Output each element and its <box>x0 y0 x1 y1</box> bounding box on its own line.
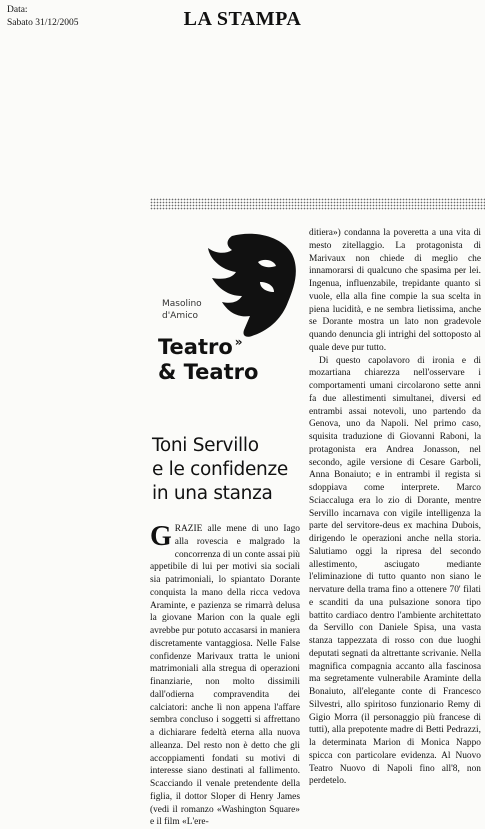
article-right-column <box>309 227 481 788</box>
dotted-divider <box>150 198 485 210</box>
column-rubric <box>158 330 278 385</box>
column-logo <box>150 226 300 432</box>
title-line-1: Toni Servillo <box>152 435 259 456</box>
masthead: LA STAMPA <box>183 8 302 30</box>
article-title <box>152 434 302 506</box>
rubric-line-2: & Teatro <box>158 360 259 384</box>
author-byline <box>162 298 202 322</box>
left-column-text: RAZIE alle mene di uno Iago alla rovescia e malgrado la concorrenza di un conte assai più appetibile di lui per motivi sia sociali sia patrimoniali, lo spiantato Dorante conquista la mano della ricca vedova Araminte, e pazienza se rimarrà delusa la giovane Marion con la quale egli avrebbe pur potuto accasarsi in maniera discretamente vantaggiosa. Nelle False confidenze Marivaux tratta le unioni matrimoniali alla stregua di operazioni finanziarie, non molto dissimili dall'odierna compravendita dei calciatori: anche lì non appena l'affare sembra concluso i soggetti si affrettano a dichiarare fedeltà eterna alla nuova alleanza. Del resto non è detto che gli accoppiamenti fondati su motivi di interesse siano destinati al fallimento. Scacciando il venale pretendente della figlia, il dottor Sloper di Henry James (vedi il romanzo «Washington Square» e il film «L'ere- <box>150 524 300 828</box>
rubric-line-1: Teatro <box>158 335 233 359</box>
data-label: Data: <box>7 5 28 15</box>
title-line-2: e le confidenze <box>152 459 288 480</box>
right-column-paragraph-1: ditiera») condanna la poveretta a una vita di mesto zitellaggio. La protagonista di Marivaux non chiede di meglio che innamorarsi di qualcuno che spasima per lei. Ingenua, influenzabile, trepidante quanto si vuole, ella alla fine compie la sua scelta in piena lucidità, e ne sembra lietissima, anche se Dorante mostra un lato non gradevole quando denuncia gli intrighi del sottoposto al quale deve pur tutto. <box>309 228 481 353</box>
author-last-name: d'Amico <box>162 311 199 321</box>
title-line-3: in una stanza <box>152 483 273 504</box>
date-label: Sabato 31/12/2005 <box>7 18 79 28</box>
rubric-chevron-icon: » <box>234 335 243 349</box>
masked-face-icon <box>202 232 300 340</box>
right-column-paragraph-2: Di questo capolavoro di ironia e di mozartiana chiarezza nell'osservare i comportamenti umani circolarono sette anni fa due allestimenti simultanei, diversi ed entrambi assai notevoli, uno partendo da Genova, uno da Napoli. Nel primo caso, squisita traduzione di Giovanni Raboni, la protagonista era Andrea Jonasson, nel secondo, agile versione di Cesare Garboli, Anna Bonaiuto; e in entrambi il regista si sdoppiava come interprete. Marco Sciaccaluga era lo zio di Dorante, mentre Servillo incarnava con vigile intelligenza la parte del servitore-deus ex machina Dubois, dirigendo le operazioni anche nella storia. Salutiamo oggi la ripresa del secondo allestimento, asciugato mediante l'eliminazione di tutto quanto non siano le nervature della trama fino a ottenere 70' filati e scanditi da una pulsazione sonora tipo battito cardiaco dentro l'ambiente architettato da Servillo con Daniele Spisa, una vasta stanza tappezzata di rosso con due luoghi deputati segnati da altrettante scrivanie. Nella magnifica compagnia accanto alla fascinosa ma segretamente vulnerabile Araminte della Bonaiuto, all'elegante conte di Francesco Silvestri, allo spiritoso funzionario Remy di Gigio Morra (il personaggio più francese di tutti), alla prepotente madre di Betti Pedrazzi, la determinata Marion di Monica Nappo spicca con particolare evidenza. Al Nuovo Teatro Nuovo di Napoli fino all'8, non perdetelo. <box>309 355 481 787</box>
drop-cap: G <box>150 521 172 552</box>
author-first-name: Masolino <box>162 299 202 309</box>
article-left-column <box>150 523 300 829</box>
